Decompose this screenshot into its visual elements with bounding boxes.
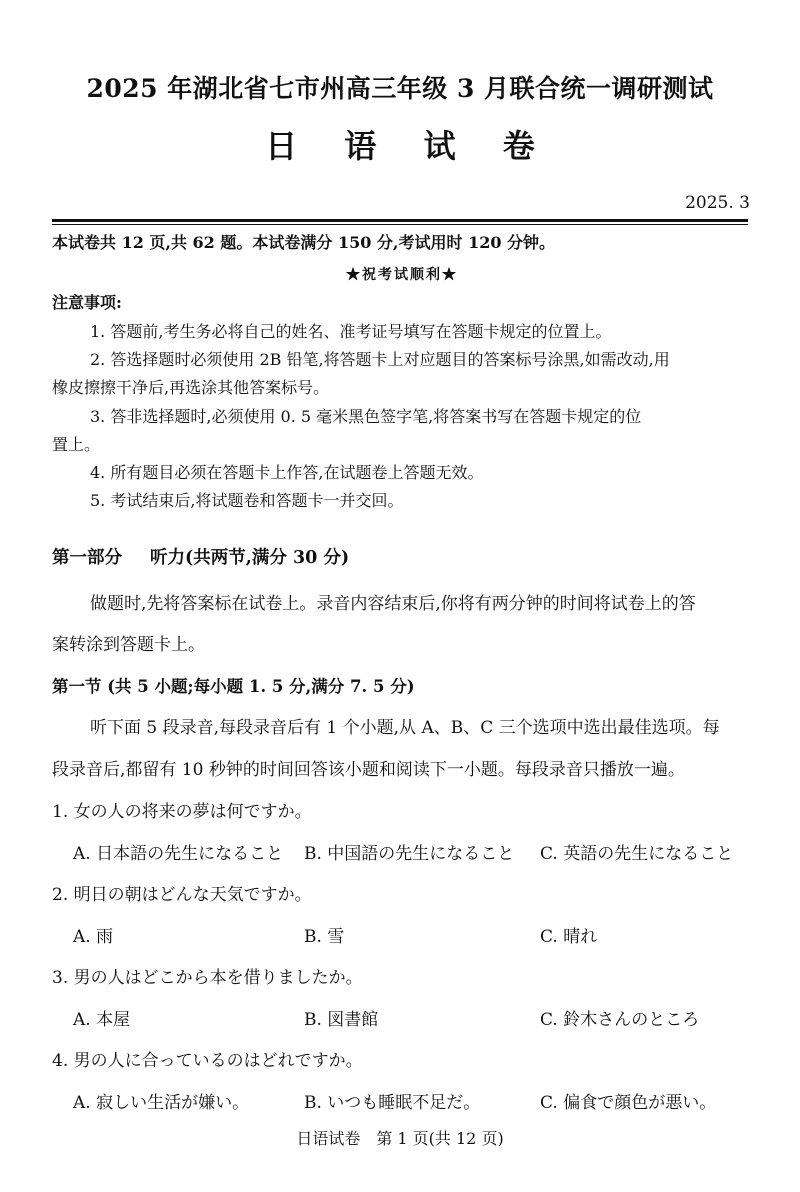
question-stem: 1. 女の人の将来の夢は何ですか。: [52, 802, 312, 822]
option-a: A. 寂しい生活が嫌い。: [73, 1093, 250, 1113]
part-heading: [52, 546, 752, 570]
question-stem: 4. 男の人に合っているのはどれですか。: [52, 1051, 363, 1071]
note-item-continued: 置上。: [52, 435, 101, 454]
note-item: 3. 答非选择题时,必须使用 0. 5 毫米黑色签字笔,将答案书写在答题卡规定的位: [90, 407, 642, 426]
option-c: C. 英語の先生になること: [540, 844, 734, 864]
option-a: A. 日本語の先生になること: [73, 844, 284, 864]
option-c: C. 鈴木さんのところ: [540, 1010, 700, 1030]
option-a: A. 本屋: [73, 1010, 131, 1030]
exam-title: 2025 年湖北省七市州高三年级 3 月联合统一调研测试: [86, 74, 714, 103]
header-rule-thin: [52, 224, 748, 225]
exam-date: 2025. 3: [685, 193, 750, 213]
note-item: 4. 所有题目必须在答题卡上作答,在试题卷上答题无效。: [90, 463, 484, 482]
option-c: C. 偏食で顔色が悪い。: [540, 1093, 717, 1113]
part-instructions: 做题时,先将答案标在试卷上。录音内容结束后,你将有两分钟的时间将试卷上的答: [90, 594, 696, 614]
notes-heading: 注意事项:: [52, 293, 122, 312]
subject-title: 日 语 试 卷: [265, 127, 553, 165]
option-b: B. 雪: [304, 927, 345, 947]
option-b: B. いつも睡眠不足だ。: [304, 1093, 481, 1113]
note-item: 5. 考试结束后,将试题卷和答题卡一并交回。: [90, 491, 404, 510]
section-instructions-continued: 段录音后,都留有 10 秒钟的时间回答该小题和阅读下一小题。每段录音只播放一遍。: [52, 760, 685, 780]
part-title: 听力(共两节,满分 30 分): [150, 548, 350, 568]
option-b: B. 中国語の先生になること: [304, 844, 515, 864]
part-label: 第一部分: [52, 548, 122, 568]
header-rule-thick: [52, 219, 748, 222]
question-stem: 2. 明日の朝はどんな天気ですか。: [52, 885, 312, 905]
section-instructions: 听下面 5 段录音,每段录音后有 1 个小题,从 A、B、C 三个选项中选出最佳选项。每: [90, 718, 720, 738]
blessing-text: ★祝考试顺利★: [346, 267, 458, 283]
exam-summary: 本试卷共 12 页,共 62 题。本试卷满分 150 分,考试用时 120 分钟。: [52, 233, 556, 252]
part-instructions-continued: 案转涂到答题卡上。: [52, 635, 205, 655]
section-heading: 第一节 (共 5 小题;每小题 1. 5 分,满分 7. 5 分): [52, 677, 415, 696]
question-stem: 3. 男の人はどこから本を借りましたか。: [52, 968, 363, 988]
note-item-continued: 橡皮擦擦干净后,再选涂其他答案标号。: [52, 378, 330, 397]
option-a: A. 雨: [73, 927, 114, 947]
note-item: 2. 答选择题时必须使用 2B 铅笔,将答题卡上对应题目的答案标号涂黑,如需改动,用: [90, 350, 670, 369]
option-c: C. 晴れ: [540, 927, 598, 947]
page-footer: 日语试卷 第 1 页(共 12 页): [296, 1129, 504, 1148]
option-b: B. 図書館: [304, 1010, 379, 1030]
note-item: 1. 答题前,考生务必将自己的姓名、准考证号填写在答题卡规定的位置上。: [90, 322, 612, 341]
